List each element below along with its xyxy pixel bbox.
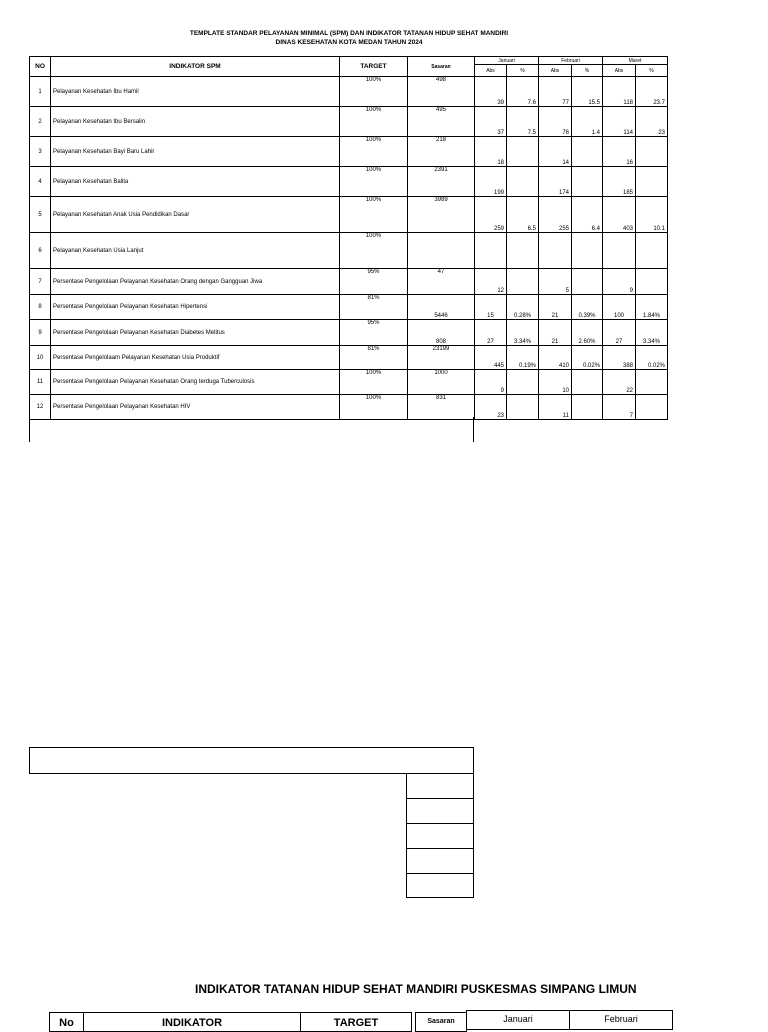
abs-value: 185 (603, 167, 636, 197)
pct-value (636, 395, 668, 420)
target-value: 100% (340, 167, 408, 197)
empty-cell (406, 873, 474, 898)
pct-value: 10.1 (636, 197, 668, 233)
table-row (30, 107, 668, 137)
report-title-line2: DINAS KESEHATAN KOTA MEDAN TAHUN 2024 (275, 39, 423, 46)
row-number: 9 (30, 320, 51, 346)
empty-area-right-border (473, 417, 474, 442)
pct-value: 1.4 (572, 107, 603, 137)
section2-header-sasaran: Sasaran (415, 1012, 467, 1032)
pct-value: 6.4 (572, 197, 603, 233)
row-number: 11 (30, 370, 51, 395)
abs-value: 16 (603, 137, 636, 167)
indicator-name: Pelayanan Kesehatan Ibu Hamil (51, 77, 340, 107)
table-row (30, 77, 668, 107)
pct-value (572, 233, 603, 269)
sasaran-value: 831 (408, 395, 475, 420)
table-row (30, 295, 668, 320)
abs-value: 27 (475, 320, 507, 346)
indicator-name: Persentase Pengelolaan Pelayanan Kesehatan Diabetes Melitus (51, 320, 340, 346)
empty-cell (406, 848, 474, 874)
abs-value: 100 (603, 295, 636, 320)
sasaran-value: 218 (408, 137, 475, 167)
pct-value (507, 370, 539, 395)
pct-value (507, 233, 539, 269)
row-number: 1 (30, 77, 51, 107)
abs-value: 23 (475, 395, 507, 420)
indicator-name: Persentase Pengelolaan Pelayanan Kesehatan Hipertensi (51, 295, 340, 320)
abs-value: 27 (603, 320, 636, 346)
target-value: 81% (340, 295, 408, 320)
header-no: NO (30, 57, 51, 77)
pct-value: 0.02% (636, 346, 668, 370)
row-number: 5 (30, 197, 51, 233)
abs-value (539, 233, 572, 269)
pct-value (636, 167, 668, 197)
header-sasaran: Sasaran (408, 57, 475, 77)
empty-cell (406, 823, 474, 849)
empty-cell (406, 773, 474, 799)
target-value: 100% (340, 107, 408, 137)
table-row (30, 395, 668, 420)
sasaran-value: 2391 (408, 167, 475, 197)
pct-value (572, 167, 603, 197)
target-value: 81% (340, 346, 408, 370)
section2-header-indikator: INDIKATOR (83, 1012, 301, 1032)
sasaran-value: 23199 (408, 346, 475, 370)
row-number: 4 (30, 167, 51, 197)
row-number: 3 (30, 137, 51, 167)
abs-value: 7 (603, 395, 636, 420)
pct-value: 7.5 (507, 107, 539, 137)
abs-value: 21 (539, 295, 572, 320)
spm-table (29, 56, 668, 420)
section2-header-januari: Januari (466, 1010, 570, 1030)
target-value: 100% (340, 77, 408, 107)
subheader-pct: % (507, 65, 539, 77)
subheader-pct: % (636, 65, 668, 77)
table-row (30, 233, 668, 269)
sasaran-value (408, 233, 475, 269)
pct-value (636, 370, 668, 395)
abs-value: 445 (475, 346, 507, 370)
abs-value: 39 (475, 77, 507, 107)
sasaran-value: 808 (408, 320, 475, 346)
pct-value (636, 137, 668, 167)
abs-value: 114 (603, 107, 636, 137)
pct-value (507, 395, 539, 420)
table-row (30, 320, 668, 346)
empty-area-left-border (29, 417, 30, 442)
abs-value (475, 233, 507, 269)
abs-value: 403 (603, 197, 636, 233)
sasaran-value: 5446 (408, 295, 475, 320)
abs-value: 11 (539, 395, 572, 420)
abs-value: 15 (475, 295, 507, 320)
pct-value: 0.39% (572, 295, 603, 320)
sasaran-value: 495 (408, 107, 475, 137)
row-number: 12 (30, 395, 51, 420)
abs-value: 174 (539, 167, 572, 197)
abs-value: 18 (475, 137, 507, 167)
abs-value: 12 (475, 269, 507, 295)
pct-value: 23 (636, 107, 668, 137)
target-value: 100% (340, 395, 408, 420)
abs-value: 22 (603, 370, 636, 395)
row-number: 8 (30, 295, 51, 320)
pct-value (507, 269, 539, 295)
abs-value: 9 (603, 269, 636, 295)
sasaran-value: 47 (408, 269, 475, 295)
sasaran-value: 1000 (408, 370, 475, 395)
sasaran-value: 498 (408, 77, 475, 107)
subheader-abs: Abs (539, 65, 572, 77)
pct-value: 15.5 (572, 77, 603, 107)
table-row (30, 269, 668, 295)
section2-header-februari: Februari (569, 1010, 673, 1030)
subheader-abs: Abs (475, 65, 507, 77)
pct-value: 0.19% (507, 346, 539, 370)
abs-value: 259 (475, 197, 507, 233)
indicator-name: Persentase Pengelolaam Pelayanan Kesehatan Usia Produktif (51, 346, 340, 370)
pct-value (507, 167, 539, 197)
indicator-name: Persentase Pengelolaan Pelayanan Kesehatan Orang terduga Tuberculosis (51, 370, 340, 395)
table-row (30, 137, 668, 167)
pct-value: 3.34% (507, 320, 539, 346)
pct-value: 2.60% (572, 320, 603, 346)
subheader-abs: Abs (603, 65, 636, 77)
indicator-name: Pelayanan Kesehatan Anak Usia Pendidikan Dasar (51, 197, 340, 233)
pct-value: 0.02% (572, 346, 603, 370)
pct-value (636, 269, 668, 295)
target-value: 95% (340, 320, 408, 346)
pct-value: 3.34% (636, 320, 668, 346)
row-number: 7 (30, 269, 51, 295)
subheader-pct: % (572, 65, 603, 77)
empty-cell (406, 798, 474, 824)
target-value: 100% (340, 197, 408, 233)
pct-value (572, 370, 603, 395)
table-row (30, 370, 668, 395)
header-month-februari: Februari (539, 57, 603, 65)
abs-value: 5 (539, 269, 572, 295)
pct-value (572, 395, 603, 420)
indicator-name: Pelayanan Kesehatan Bayi Baru Lahir (51, 137, 340, 167)
table-row (30, 197, 668, 233)
pct-value (572, 137, 603, 167)
empty-box-wide (29, 747, 474, 774)
header-target: TARGET (340, 57, 408, 77)
pct-value: 0.28% (507, 295, 539, 320)
section2-title: INDIKATOR TATANAN HIDUP SEHAT MANDIRI PUSKESMAS SIMPANG LIMUN (195, 982, 637, 996)
pct-value (572, 269, 603, 295)
row-number: 2 (30, 107, 51, 137)
abs-value: 410 (539, 346, 572, 370)
abs-value: 255 (539, 197, 572, 233)
target-value: 100% (340, 137, 408, 167)
header-month-januari: Januari (475, 57, 539, 65)
pct-value (636, 233, 668, 269)
abs-value: 76 (539, 107, 572, 137)
section2-header-no: No (49, 1012, 84, 1032)
pct-value: 6.5 (507, 197, 539, 233)
pct-value: 7.6 (507, 77, 539, 107)
indicator-name: Pelayanan Kesehatan Ibu Bersalin (51, 107, 340, 137)
abs-value: 9 (475, 370, 507, 395)
header-month-maret: Maret (603, 57, 668, 65)
abs-value: 77 (539, 77, 572, 107)
abs-value: 37 (475, 107, 507, 137)
pct-value: 23.7 (636, 77, 668, 107)
abs-value: 118 (603, 77, 636, 107)
row-number: 6 (30, 233, 51, 269)
indicator-name: Persentase Pengelolaan Pelayanan Kesehatan HIV (51, 395, 340, 420)
target-value: 95% (340, 269, 408, 295)
abs-value: 388 (603, 346, 636, 370)
target-value: 100% (340, 370, 408, 395)
abs-value: 21 (539, 320, 572, 346)
sasaran-value: 3989 (408, 197, 475, 233)
section2-header-target: TARGET (300, 1012, 412, 1032)
target-value: 100% (340, 233, 408, 269)
pct-value (507, 137, 539, 167)
table-row (30, 346, 668, 370)
table-row (30, 167, 668, 197)
abs-value: 14 (539, 137, 572, 167)
header-indikator: INDIKATOR SPM (51, 57, 340, 77)
abs-value: 10 (539, 370, 572, 395)
abs-value (603, 233, 636, 269)
pct-value: 1.84% (636, 295, 668, 320)
indicator-name: Persentase Pengelolaan Pelayanan Kesehatan Orang dengan Gangguan Jiwa (51, 269, 340, 295)
indicator-name: Pelayanan Kesehatan Usia Lanjut (51, 233, 340, 269)
abs-value: 199 (475, 167, 507, 197)
indicator-name: Pelayanan Kesehatan Balita (51, 167, 340, 197)
row-number: 10 (30, 346, 51, 370)
report-title-line1: TEMPLATE STANDAR PELAYANAN MINIMAL (SPM) DAN INDIKATOR TATANAN HIDUP SEHAT MANDIRI (189, 30, 509, 37)
